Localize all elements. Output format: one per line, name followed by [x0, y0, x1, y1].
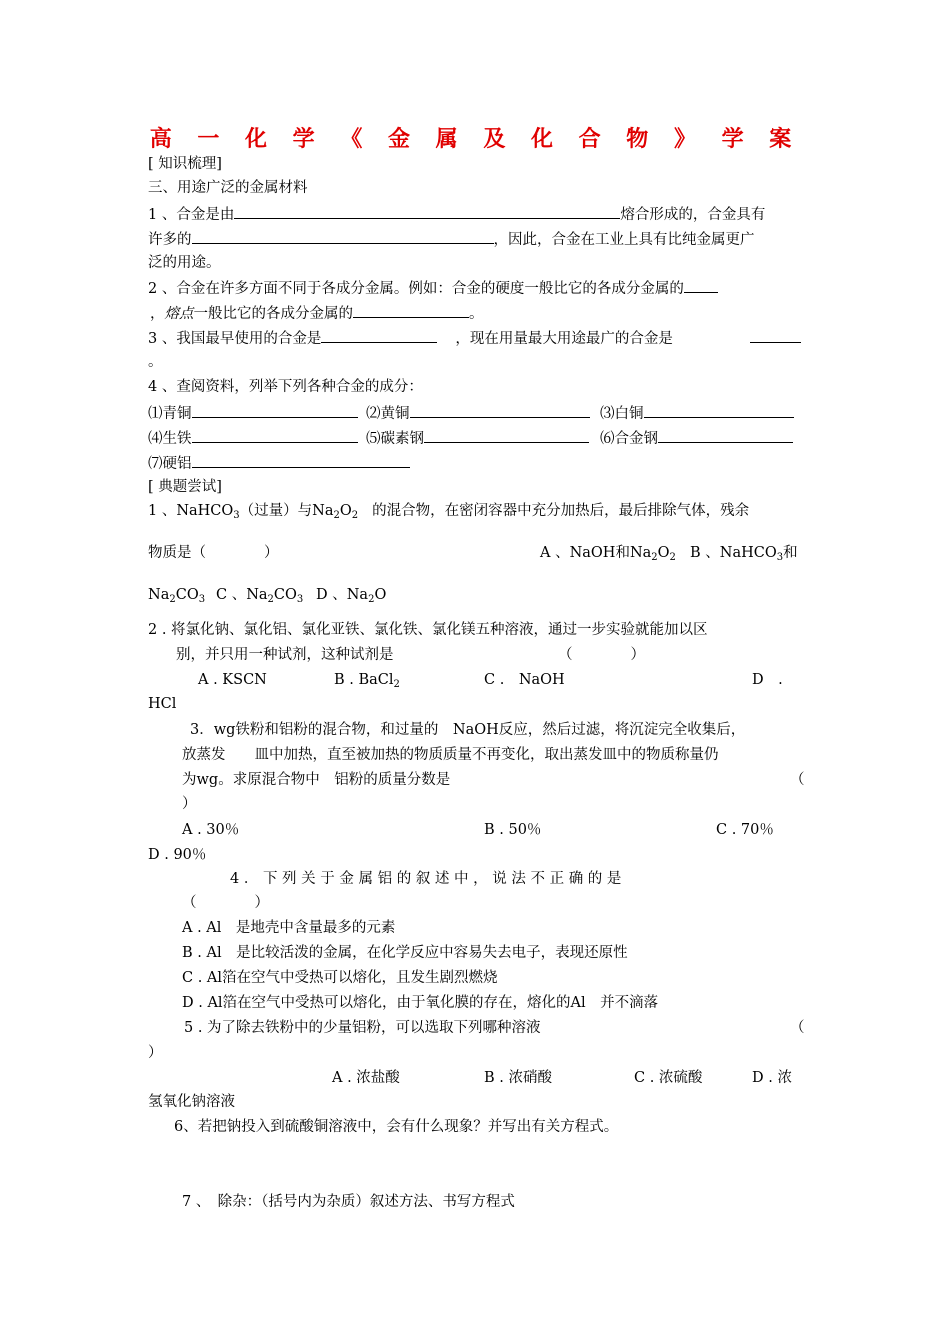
e2-answer-paren: （ ）	[558, 647, 645, 663]
e3-option-b: B . 50％	[484, 822, 542, 838]
e5-option-a: A . 浓盐酸	[332, 1070, 400, 1086]
q1-line1	[148, 203, 765, 225]
e3-line1: 3．wg铁粉和铝粉的混合物，和过量的 NaOH反应，然后过滤，将沉淀完全收集后，	[190, 722, 746, 738]
e1-option-c: C 、$Na_2CO_3$	[216, 587, 304, 605]
q4-blank-6[interactable]	[658, 427, 793, 443]
q3-line2: 。	[148, 354, 163, 370]
q4-blank-1[interactable]	[192, 402, 358, 418]
q1-text-c: 许多的	[148, 232, 192, 248]
e5-option-c: C . 浓硫酸	[634, 1070, 703, 1086]
q4-item-6: ⑹合金钢	[600, 427, 793, 449]
e2-option-c: C . NaOH	[484, 672, 565, 688]
e4-answer-paren: （ ）	[182, 895, 269, 911]
e5-paren-close: ）	[148, 1045, 163, 1061]
e1-option-d: D 、$Na_2O$	[316, 587, 387, 605]
e5-option-d: D . 浓	[752, 1070, 792, 1086]
q1-line3: 泛的用途。	[148, 255, 221, 271]
q2-text-d: 一般比它的各成分金属的	[193, 306, 353, 322]
e3-option-d: D . 90％	[148, 847, 207, 863]
part3-heading: 三、用途广泛的金属材料	[148, 180, 308, 196]
q4-blank-3[interactable]	[644, 402, 794, 418]
e1-line3: $Na_2CO_3$	[148, 587, 206, 605]
q4-heading: 4 、查阅资料，列举下列各种合金的成分：	[148, 379, 423, 395]
e4-option-d: D . Al箔在空气中受热可以熔化，由于氧化膜的存在，熔化的Al 并不滴落	[182, 995, 659, 1011]
e1-option-a: A 、NaOH和$Na_2O_2$	[540, 545, 676, 563]
e3-option-a: A . 30％	[182, 822, 240, 838]
e2-option-b: B . BaCl$_2$	[334, 672, 400, 690]
q3-blank-2[interactable]	[750, 327, 801, 343]
q1-blank-1[interactable]	[234, 203, 620, 219]
e4-line1: 4 ． 下 列 关 于 金 属 铝 的 叙 述 中 ， 说 法 不 正 确 的 是	[230, 871, 622, 887]
e4-option-b: B . Al 是比较活泼的金属，在化学反应中容易失去电子，表现还原性	[182, 945, 628, 961]
e1-line1: 1 、NaHCO$_3$（过量）与$Na_2O_2$ 的混合物，在密闭容器中充分加热后，最后排除气体，残余	[148, 503, 750, 521]
q1-line2	[148, 228, 755, 250]
q1-text-a: 1 、合金是由	[148, 207, 235, 223]
e5-line1: 5 . 为了除去铁粉中的少量铝粉，可以选取下列哪种溶液	[184, 1020, 541, 1036]
q2-text-a: 2 、合金在许多方面不同于各成分金属。例如：合金的硬度一般比它的各成分金属的	[148, 281, 684, 297]
e1-option-b: B 、NaHCO$_3$和	[690, 545, 798, 563]
q3-blank-2-wrap	[750, 327, 801, 349]
e5-option-d-text: 氢氧化钠溶液	[148, 1094, 235, 1110]
e3-paren-open: （	[790, 772, 805, 788]
q3-text-a: 3 、我国最早使用的合金是	[148, 331, 322, 347]
q2-text-c: 熔点	[164, 306, 194, 322]
section-knowledge: [ 知识梳理]	[148, 156, 222, 172]
e3-paren-close: ）	[182, 796, 197, 812]
q4-blank-2[interactable]	[410, 402, 590, 418]
q4-item-4: ⑷生铁	[148, 427, 358, 449]
q3-line1	[148, 327, 673, 349]
q2-text-e: 。	[469, 306, 484, 322]
e2-option-d-text: HCl	[148, 696, 177, 712]
page-title: 高 一 化 学 《 金 属 及 化 合 物 》 学 案	[149, 127, 801, 152]
q4-blank-7[interactable]	[192, 452, 410, 468]
e1-line2: 物质是（ ）	[148, 545, 279, 561]
section-example: [ 典题尝试]	[148, 479, 222, 495]
e7-question: 7 、 除杂：（括号内为杂质）叙述方法、书写方程式	[182, 1194, 515, 1210]
q1-blank-2[interactable]	[192, 228, 494, 244]
q2-blank-2[interactable]	[353, 302, 469, 318]
q1-text-b: 熔合形成的，合金具有	[620, 207, 766, 223]
q1-text-d: ，因此，合金在工业上具有比纯金属更广	[493, 232, 755, 248]
q3-blank-1[interactable]	[321, 327, 437, 343]
q4-item-5: ⑸碳素钢	[366, 427, 589, 449]
e5-paren-open: （	[790, 1020, 805, 1036]
e3-option-c: C . 70％	[716, 822, 774, 838]
q2-blank-1[interactable]	[684, 277, 718, 293]
q2-text-b: ，	[150, 306, 165, 322]
e6-question: 6、若把钠投入到硫酸铜溶液中，会有什么现象？并写出有关方程式。	[174, 1119, 619, 1135]
e2-line2: 别，并只用一种试剂，这种试剂是	[176, 647, 394, 663]
e5-option-b: B . 浓硝酸	[484, 1070, 552, 1086]
q3-text-b: ，现在用量最大用途最广的合金是	[455, 331, 673, 347]
e2-line1: 2 . 将氯化钠、氯化铝、氯化亚铁、氯化铁、氯化镁五种溶液，通过一步实验就能加以区	[148, 622, 708, 638]
q4-blank-5[interactable]	[424, 427, 589, 443]
q4-item-7: ⑺硬铝	[148, 452, 410, 474]
q4-item-1: ⑴青铜	[148, 402, 358, 424]
q4-blank-4[interactable]	[192, 427, 358, 443]
q2-line1	[148, 277, 718, 299]
e4-option-c: C . Al箔在空气中受热可以熔化，且发生剧烈燃烧	[182, 970, 498, 986]
e3-line2: 放蒸发 皿中加热，直至被加热的物质质量不再变化，取出蒸发皿中的物质称量仍	[182, 747, 719, 763]
q4-item-3: ⑶白铜	[600, 402, 794, 424]
q4-item-2: ⑵黄铜	[366, 402, 590, 424]
e2-option-a: A . KSCN	[198, 672, 267, 688]
e4-option-a: A . Al 是地壳中含量最多的元素	[182, 920, 396, 936]
q2-line2	[150, 302, 484, 324]
e2-option-d: D .	[752, 672, 783, 688]
e3-line3: 为wg。求原混合物中 铝粉的质量分数是	[182, 772, 451, 788]
